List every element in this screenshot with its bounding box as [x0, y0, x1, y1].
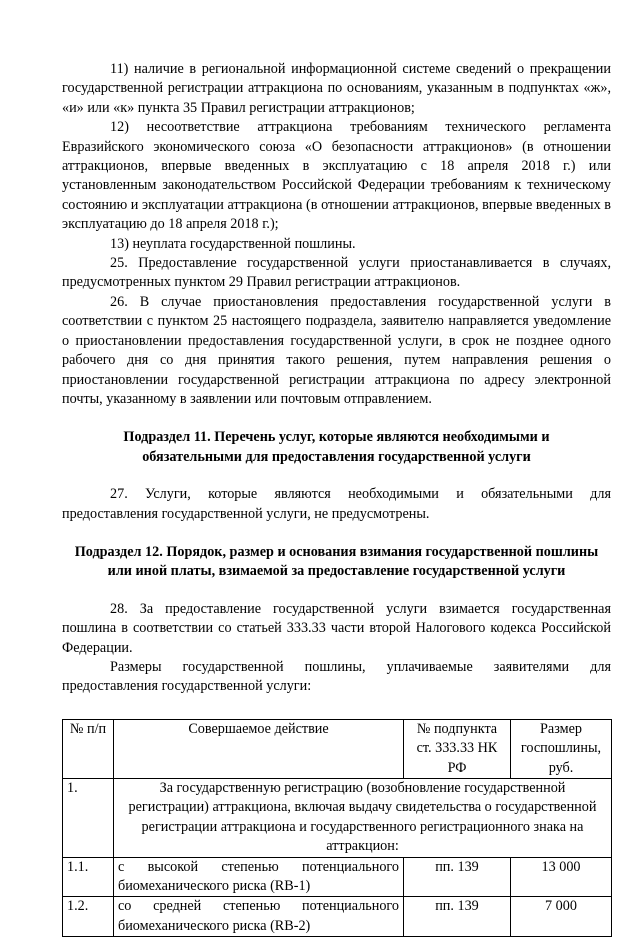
table-group-row — [63, 779, 612, 858]
section-12-heading: Подраздел 12. Порядок, размер и основания взимания государственной пошлины или иной платы, взимаемой за предоставление государственной услуги — [74, 543, 599, 580]
paragraph-28: 28. За предоставление государственной услуги взимается государственная пошлина в соответствии со статьей 333.33 части второй Налогового кодекса Российской Федерации. — [62, 600, 611, 656]
paragraph-25: 25. Предоставление государственной услуги приостанавливается в случаях, предусмотренных пунктом 29 Правил регистрации аттракционов. — [62, 255, 611, 291]
paragraph-item-11: 11) наличие в региональной информационной системе сведений о прекращении государственной регистрации аттракциона по основаниям, указанным в подпунктах «ж», «и» или «к» пункта 35 Правил регистрации аттракционов; — [62, 61, 611, 116]
header-fee: Размер госпошлины, руб. — [511, 719, 612, 778]
group-num: 1. — [63, 779, 114, 858]
row-fee: 13 000 — [511, 857, 612, 897]
row-num: 1.1. — [63, 857, 114, 897]
section-11-heading: Подраздел 11. Перечень услуг, которые являются необходимыми и обязательными для предоставления государственной услуги — [123, 429, 550, 465]
header-subclause: № подпункта ст. 333.33 НК РФ — [404, 719, 511, 778]
fee-table — [62, 719, 612, 937]
row-subclause: пп. 139 — [404, 897, 511, 937]
header-action: Совершаемое действие — [114, 719, 404, 778]
table-row — [63, 897, 612, 937]
table-header-row — [63, 719, 612, 778]
row-fee: 7 000 — [511, 897, 612, 937]
table-row — [63, 857, 612, 897]
header-num: № п/п — [63, 719, 114, 778]
row-subclause: пп. 139 — [404, 857, 511, 897]
paragraph-item-12: 12) несоответствие аттракциона требованиям технического регламента Евразийского экономического союза «О безопасности аттракционов» (в отношении аттракционов, впервые введенных в эксплуатацию с 18 апреля 2018 г.) или установленным законодательством Российской Федерации требованиям к техническому состоянию и эксплуатации аттракциона (в отношении аттракционов, впервые введенных в эксплуатацию до 18 апреля 2018 г.); — [62, 119, 611, 233]
group-text: За государственную регистрацию (возобновление государственной регистрации) аттракциона, включая выдачу свидетельства о государственной регистрации аттракциона и государственного регистрационного знака на аттракцион: — [114, 779, 612, 858]
paragraph-fee-sizes: Размеры государственной пошлины, уплачиваемые заявителями для предоставления государственной услуги: — [62, 658, 611, 695]
paragraph-26: 26. В случае приостановления предоставления государственной услуги в соответствии с пунктом 25 настоящего подраздела, заявителю направляется уведомление о приостановлении предоставления государственной услуги, в срок не позднее одного рабочего дня со дня принятия такого решения, путем направления решения о приостановлении государственной регистрации аттракциона по адресу электронной почты, указанному в заявлении или почтовым отправлением. — [62, 293, 611, 407]
paragraph-27: 27. Услуги, которые являются необходимыми и обязательными для предоставления государственной услуги, не предусмотрены. — [62, 486, 611, 522]
row-action: с высокой степенью потенциального биомеханического риска (RB-1) — [114, 857, 404, 897]
paragraph-item-13: 13) неуплата государственной пошлины. — [110, 235, 356, 252]
row-num: 1.2. — [63, 897, 114, 937]
row-action: со средней степенью потенциального биомеханического риска (RB-2) — [114, 897, 404, 937]
